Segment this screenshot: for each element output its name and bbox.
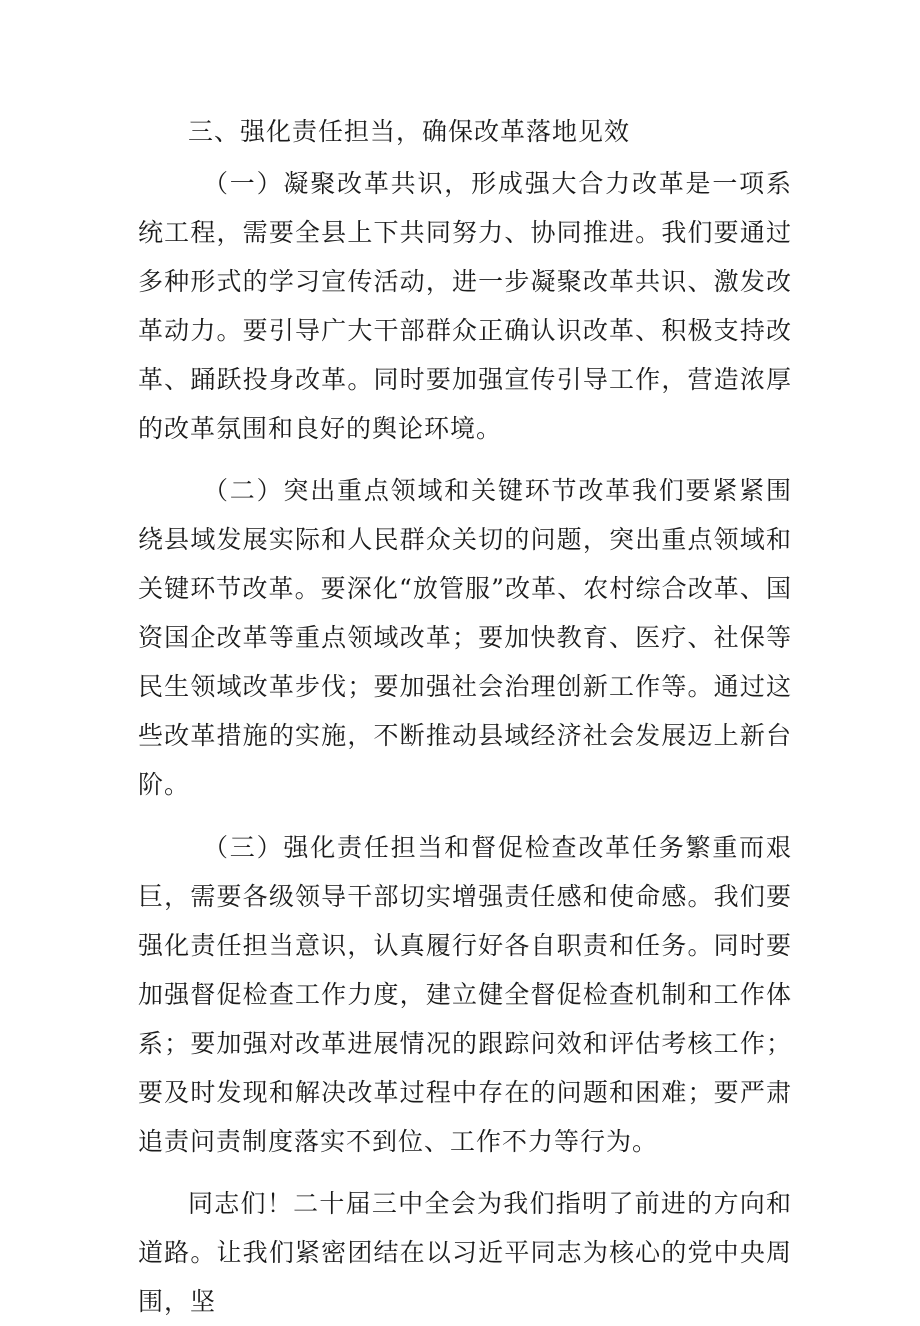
paragraph-consensus: （一）凝聚改革共识，形成强大合力改革是一项系统工程，需要全县上下共同努力、协同推进。我们要通过多种形式的学习宣传活动，进一步凝聚改革共识、激发改革动力。要引导广大干部群众正确认识改革、积极支持改革、踊跃投身改革。同时要加强宣传引导工作，营造浓厚的改革氛围和良好的舆论环境。: [138, 169, 792, 443]
paragraph-closing: 同志们！二十届三中全会为我们指明了前进的方向和道路。让我们紧密团结在以习近平同志为核心的党中央周围，坚: [138, 1189, 792, 1316]
paragraph-responsibility: （三）强化责任担当和督促检查改革任务繁重而艰巨，需要各级领导干部切实增强责任感和使命感。我们要强化责任担当意识，认真履行好各自职责和任务。同时要加强督促检查工作力度，建立健全督促检查机制和工作体系；要加强对改革进展情况的跟踪问效和评估考核工作；要及时发现和解决改革过程中存在的问题和困难；要严肃追责问责制度落实不到位、工作不力等行为。: [138, 833, 792, 1156]
section-heading: 三、强化责任担当，确保改革落地见效: [188, 117, 631, 146]
paragraph-key-areas: （二）突出重点领域和关键环节改革我们要紧紧围绕县域发展实际和人民群众关切的问题，突出重点领域和关键环节改革。要深化“放管服”改革、农村综合改革、国资国企改革等重点领域改革；要加快教育、医疗、社保等民生领域改革步伐；要加强社会治理创新工作等。通过这些改革措施的实施，不断推动县域经济社会发展迈上新台阶。: [138, 476, 792, 799]
